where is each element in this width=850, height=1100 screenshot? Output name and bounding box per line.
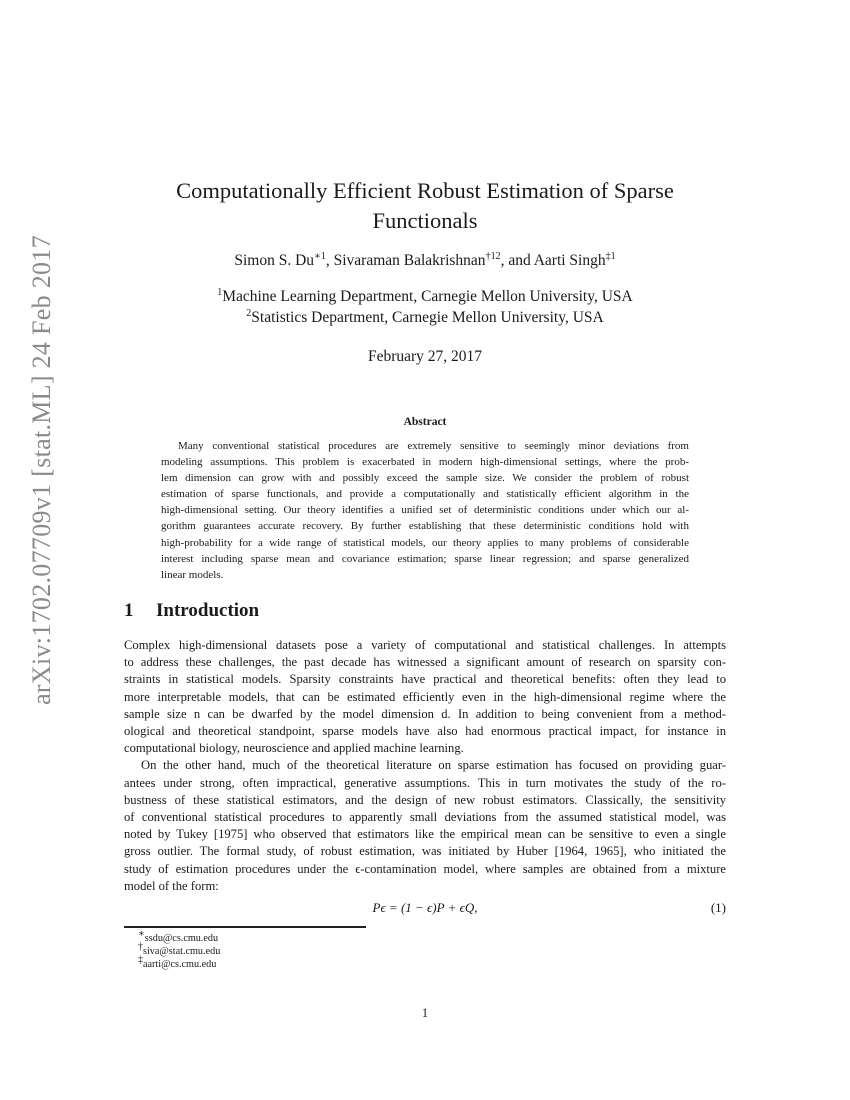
page-number: 1 [421, 1006, 429, 1020]
affiliation-mark: 2 [246, 307, 252, 319]
body-line: to address these challenges, the past decade has witnessed a significant amount of research on sparsity con- [124, 655, 726, 670]
equation-number: (1) [710, 900, 726, 915]
footnote [138, 954, 220, 971]
equation-1 [124, 900, 726, 916]
affiliation-line: $^2$Statistics Department, Carnegie Mellon University, USA [246, 307, 604, 326]
abstract-line: interest including sparse mean and covariance estimation; sparse linear regression; and sparse generalized [161, 552, 689, 565]
body-line: gross outlier. The formal study, of robust estimation, was initiated by Huber [1964, 1965], who initiated the [124, 844, 726, 859]
equation-body: Pϵ = (1 − ϵ)P + ϵQ, [372, 900, 478, 915]
body-line: study of estimation procedures under the ϵ-contamination model, where samples are obtained from a mixture [124, 861, 726, 876]
abstract-line: high-dimensional setting. Our theory identifies a unified set of deterministic conditions under which our al- [161, 504, 689, 517]
body-line: Complex high-dimensional datasets pose a variety of computational and statistical challenges. In attempts [124, 638, 726, 652]
section-title: Introduction [156, 600, 260, 621]
abstract-line: linear models. [161, 568, 224, 581]
affiliation-line: $^1$Machine Learning Department, Carnegie Mellon University, USA [217, 286, 633, 305]
footnote [138, 941, 221, 958]
body-line: ological and theoretical standpoint, sparse models have also had enormous practical impact, for instance in [124, 724, 726, 739]
abstract-line: estimation of sparse functionals, and provide a computationally and statistically efficient algorithm in the [161, 488, 689, 501]
body-line: sample size n can be dwarfed by the model dimension d. In addition to being convenient from a method- [124, 706, 726, 721]
section-number: 1 [124, 600, 134, 621]
author-list [125, 252, 725, 270]
body-line: bustness of these statistical estimators, and the design of new robust estimators. Classically, the sensitivity [124, 792, 726, 807]
body-line: antees under strong, often impractical, generative assumptions. This in turn motivates the study of the ro- [124, 775, 726, 790]
title-line: Functionals [372, 208, 478, 233]
footnote-mark: † [138, 941, 143, 953]
footnote [138, 928, 220, 945]
footnote-email: ssdu@cs.cmu.edu [144, 933, 219, 944]
body-line: On the other hand, much of the theoretical literature on sparse estimation has focused on providing guar- [141, 758, 726, 773]
body-line: more interpretable models, that can be estimated efficiently even in the high-dimensional regime where the [124, 689, 726, 704]
author-separator: , Sivaraman Balakrishnan [325, 252, 486, 269]
introduction-body [124, 637, 726, 895]
body-line: computational biology, neuroscience and applied machine learning. [124, 741, 464, 756]
abstract-line: high-probability for a wide range of statistical models, our theory applies to many problems of considerable [161, 536, 689, 549]
author-mark: †12 [485, 250, 501, 262]
publication-date: February 27, 2017 [367, 348, 483, 365]
footnote-mark: ‡ [138, 954, 143, 966]
footnote-email: aarti@cs.cmu.edu [143, 959, 217, 970]
body-line: noted by Tukey [1975] who observed that estimators like the empirical mean can be sensitive to even a single [124, 827, 726, 842]
author-name: Simon S. Du [234, 252, 315, 269]
author-separator: , and Aarti Singh [500, 252, 606, 269]
abstract-body [161, 438, 689, 583]
author-mark: ∗1 [314, 250, 326, 262]
affiliation-mark: 1 [217, 286, 223, 298]
affiliations [125, 286, 725, 328]
abstract-line: modeling assumptions. This problem is exacerbated in modern high-dimensional settings, where the prob- [161, 456, 689, 469]
section-heading-introduction [124, 600, 259, 622]
footnote-mark: ∗ [138, 928, 145, 940]
body-line: straints in statistical models. Sparsity constraints have practical and theoretical benefits: often they lead to [124, 672, 726, 687]
body-line: of conventional statistical procedures to apparently small deviations from the assumed statistical model, was [124, 810, 726, 825]
abstract-heading: Abstract [403, 416, 447, 428]
body-line: model of the form: [124, 878, 219, 893]
footnote-email: siva@stat.cmu.edu [143, 946, 221, 957]
footnotes [138, 928, 221, 971]
footnote-rule [124, 926, 366, 928]
abstract-line: Many conventional statistical procedures are extremely sensitive to seemingly minor deviations from [178, 440, 689, 452]
title-line: Computationally Efficient Robust Estimation of Sparse [176, 178, 674, 203]
abstract-line: lem dimension can grow with and possibly exceed the sample size. We consider the problem of robust [161, 472, 689, 485]
author-mark: ‡1 [605, 250, 616, 262]
abstract-line: gorithm guarantees accurate recovery. By further establishing that these deterministic conditions hold with [161, 520, 689, 533]
arxiv-identifier-stamp: arXiv:1702.07709v1 [stat.ML] 24 Feb 2017 [27, 235, 56, 705]
paper-title [125, 176, 725, 236]
